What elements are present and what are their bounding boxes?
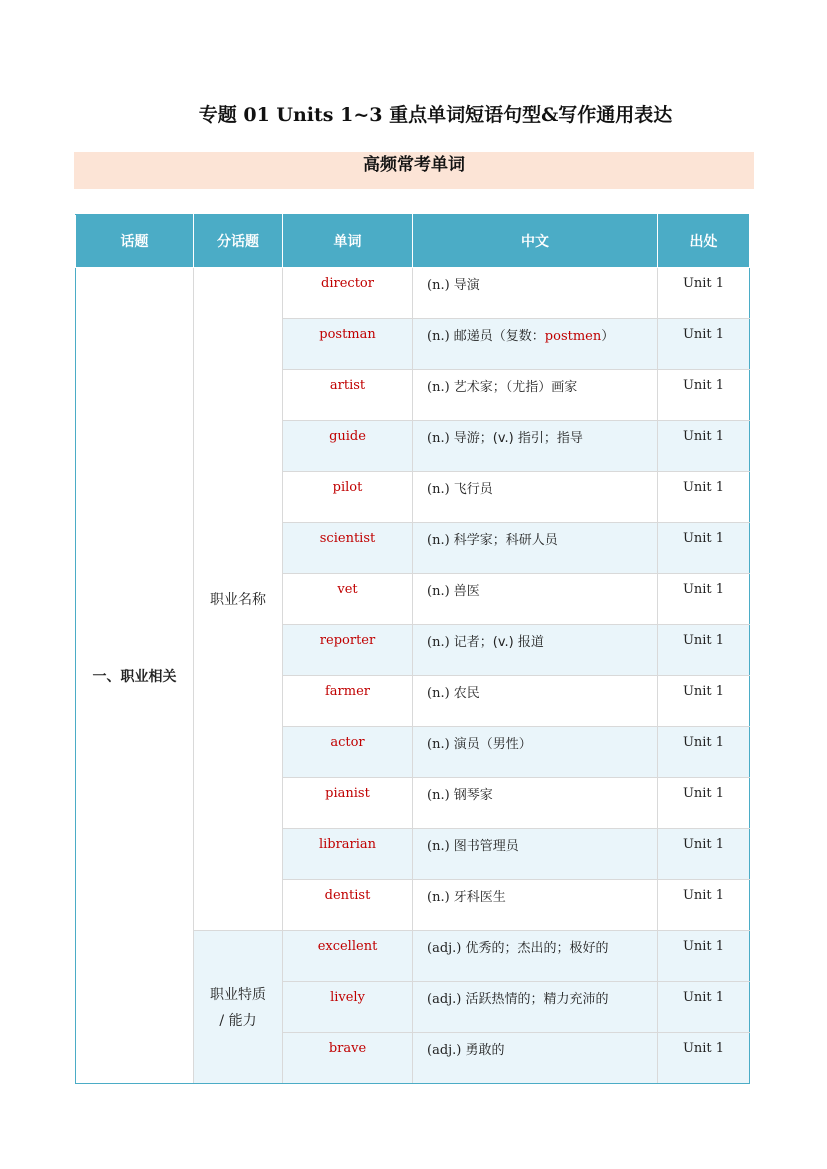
unit-cell: Unit 1 — [658, 472, 750, 523]
word-cell: dentist — [283, 880, 413, 931]
unit-cell: Unit 1 — [658, 319, 750, 370]
unit-cell: Unit 1 — [658, 1033, 750, 1084]
word-cell: guide — [283, 421, 413, 472]
unit-cell: Unit 1 — [658, 421, 750, 472]
unit-cell: Unit 1 — [658, 982, 750, 1033]
subtopic-line2: / 能力 — [219, 1013, 257, 1029]
word-cell: brave — [283, 1033, 413, 1084]
chinese-cell: (n.) 兽医 — [413, 574, 658, 625]
chinese-cell: (n.) 记者；(v.) 报道 — [413, 625, 658, 676]
chinese-cell: (adj.) 勇敢的 — [413, 1033, 658, 1084]
chinese-cell: (n.) 图书管理员 — [413, 829, 658, 880]
word-cell: vet — [283, 574, 413, 625]
word-cell: librarian — [283, 829, 413, 880]
header-topic: 话题 — [76, 215, 194, 268]
chinese-cell: (n.) 艺术家；（尤指）画家 — [413, 370, 658, 421]
chinese-cell: (n.) 导演 — [413, 268, 658, 319]
subtopic-cell-job-names: 职业名称 — [194, 268, 283, 931]
chinese-cell: (adj.) 活跃热情的；精力充沛的 — [413, 982, 658, 1033]
header-source: 出处 — [658, 215, 750, 268]
chinese-cell: (n.) 飞行员 — [413, 472, 658, 523]
table-row — [76, 268, 750, 319]
subtopic-line1: 职业特质 — [210, 987, 266, 1003]
chinese-cell: (adj.) 优秀的；杰出的；极好的 — [413, 931, 658, 982]
unit-cell: Unit 1 — [658, 625, 750, 676]
word-cell: scientist — [283, 523, 413, 574]
unit-cell: Unit 1 — [658, 778, 750, 829]
unit-cell: Unit 1 — [658, 727, 750, 778]
word-cell: excellent — [283, 931, 413, 982]
chinese-cell: (n.) 钢琴家 — [413, 778, 658, 829]
word-cell: actor — [283, 727, 413, 778]
unit-cell: Unit 1 — [658, 931, 750, 982]
chinese-cell: (n.) 导游；(v.) 指引；指导 — [413, 421, 658, 472]
document-title: 专题 01 Units 1~3 重点单词短语句型&写作通用表达 — [198, 104, 673, 126]
subtopic-cell-job-traits — [194, 931, 283, 1084]
unit-cell: Unit 1 — [658, 574, 750, 625]
word-cell: pianist — [283, 778, 413, 829]
topic-cell: 一、职业相关 — [76, 268, 194, 1084]
unit-cell: Unit 1 — [658, 676, 750, 727]
word-cell: postman — [283, 319, 413, 370]
header-chinese: 中文 — [413, 215, 658, 268]
chinese-cell: (n.) 农民 — [413, 676, 658, 727]
word-cell: pilot — [283, 472, 413, 523]
section-banner: 高频常考单词 — [74, 152, 754, 189]
chinese-cell: (n.) 邮递员（复数：postmen） — [413, 319, 658, 370]
chinese-cell: (n.) 牙科医生 — [413, 880, 658, 931]
unit-cell: Unit 1 — [658, 523, 750, 574]
unit-cell: Unit 1 — [658, 880, 750, 931]
chinese-cell: (n.) 科学家；科研人员 — [413, 523, 658, 574]
unit-cell: Unit 1 — [658, 370, 750, 421]
table-header-row — [76, 215, 750, 268]
header-subtopic: 分话题 — [194, 215, 283, 268]
unit-cell: Unit 1 — [658, 829, 750, 880]
header-word: 单词 — [283, 215, 413, 268]
word-cell: lively — [283, 982, 413, 1033]
vocabulary-table — [75, 214, 750, 1084]
chinese-cell: (n.) 演员（男性） — [413, 727, 658, 778]
word-cell: director — [283, 268, 413, 319]
word-cell: farmer — [283, 676, 413, 727]
word-cell: reporter — [283, 625, 413, 676]
unit-cell: Unit 1 — [658, 268, 750, 319]
word-cell: artist — [283, 370, 413, 421]
